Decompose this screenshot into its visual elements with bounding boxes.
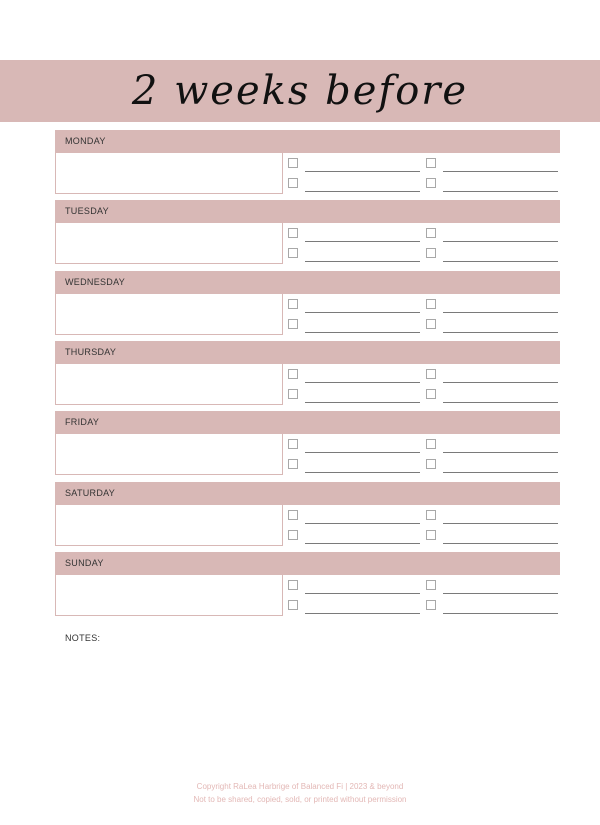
day-section [55, 482, 560, 548]
task-checkbox[interactable] [426, 369, 436, 379]
task-line[interactable] [443, 593, 558, 594]
task-item [288, 245, 428, 265]
day-header [55, 271, 560, 294]
task-checkbox[interactable] [288, 389, 298, 399]
task-item [426, 527, 566, 547]
task-checkbox[interactable] [288, 510, 298, 520]
task-line[interactable] [305, 543, 420, 544]
day-label: SUNDAY [65, 557, 104, 568]
task-item [288, 456, 428, 476]
task-checkbox[interactable] [288, 369, 298, 379]
task-item [288, 597, 428, 617]
task-line[interactable] [443, 332, 558, 333]
day-section [55, 552, 560, 618]
task-line[interactable] [305, 472, 420, 473]
day-notes-box[interactable] [55, 364, 283, 405]
day-label: FRIDAY [65, 417, 100, 428]
day-header [55, 411, 560, 434]
task-item [288, 577, 428, 597]
day-header [55, 552, 560, 575]
task-item [426, 175, 566, 195]
task-item [426, 225, 566, 245]
task-checkbox[interactable] [288, 178, 298, 188]
task-line[interactable] [305, 191, 420, 192]
task-checkbox[interactable] [288, 580, 298, 590]
day-header [55, 200, 560, 223]
task-checkbox[interactable] [426, 510, 436, 520]
task-checkbox[interactable] [426, 299, 436, 309]
task-line[interactable] [443, 241, 558, 242]
day-notes-box[interactable] [55, 153, 283, 194]
footer [0, 780, 600, 806]
day-label: MONDAY [65, 136, 106, 146]
task-line[interactable] [305, 402, 420, 403]
task-line[interactable] [443, 402, 558, 403]
task-item [426, 245, 566, 265]
task-checkbox[interactable] [426, 600, 436, 610]
task-line[interactable] [443, 523, 558, 524]
task-item [288, 225, 428, 245]
day-notes-box[interactable] [55, 434, 283, 475]
task-line[interactable] [305, 382, 420, 383]
day-notes-box[interactable] [55, 505, 283, 546]
day-section [55, 411, 560, 477]
day-section [55, 200, 560, 266]
task-line[interactable] [305, 523, 420, 524]
task-item [288, 296, 428, 316]
task-checkbox[interactable] [426, 459, 436, 469]
task-checkbox[interactable] [288, 158, 298, 168]
task-checkbox[interactable] [426, 580, 436, 590]
task-checkbox[interactable] [288, 248, 298, 258]
task-item [426, 507, 566, 527]
task-line[interactable] [305, 171, 420, 172]
task-checkbox[interactable] [288, 299, 298, 309]
day-header [55, 130, 560, 153]
task-line[interactable] [305, 332, 420, 333]
task-item [426, 577, 566, 597]
task-checkbox[interactable] [288, 319, 298, 329]
task-item [288, 175, 428, 195]
task-item [426, 386, 566, 406]
task-checkbox[interactable] [426, 319, 436, 329]
day-notes-box[interactable] [55, 575, 283, 616]
task-line[interactable] [443, 261, 558, 262]
task-item [426, 456, 566, 476]
task-checkbox[interactable] [426, 178, 436, 188]
notes-label: NOTES: [65, 633, 101, 643]
task-checkbox[interactable] [426, 158, 436, 168]
task-item [288, 366, 428, 386]
task-line[interactable] [305, 452, 420, 453]
day-notes-box[interactable] [55, 294, 283, 335]
task-checkbox[interactable] [288, 459, 298, 469]
day-label: SATURDAY [65, 487, 116, 498]
task-line[interactable] [443, 191, 558, 192]
title-banner [0, 60, 600, 122]
task-line[interactable] [305, 593, 420, 594]
task-checkbox[interactable] [426, 530, 436, 540]
task-checkbox[interactable] [426, 439, 436, 449]
task-line[interactable] [443, 613, 558, 614]
day-label: THURSDAY [65, 346, 117, 357]
day-section [55, 271, 560, 337]
task-item [288, 386, 428, 406]
task-line[interactable] [305, 241, 420, 242]
task-item [288, 436, 428, 456]
task-line[interactable] [305, 613, 420, 614]
page-title: 2 weeks before [131, 68, 469, 114]
task-line[interactable] [443, 382, 558, 383]
task-checkbox[interactable] [288, 600, 298, 610]
task-checkbox[interactable] [288, 530, 298, 540]
day-label: WEDNESDAY [65, 276, 126, 287]
task-checkbox[interactable] [426, 248, 436, 258]
task-line[interactable] [443, 171, 558, 172]
task-item [426, 296, 566, 316]
task-line[interactable] [443, 312, 558, 313]
task-line[interactable] [305, 312, 420, 313]
task-checkbox[interactable] [426, 389, 436, 399]
task-item [426, 155, 566, 175]
task-line[interactable] [443, 472, 558, 473]
task-line[interactable] [443, 452, 558, 453]
task-line[interactable] [305, 261, 420, 262]
task-line[interactable] [443, 543, 558, 544]
day-notes-box[interactable] [55, 223, 283, 264]
day-section [55, 341, 560, 407]
footer-copyright: Copyright RaLea Harbrige of Balanced Fi | 2023 & beyond [196, 782, 404, 791]
day-section [55, 130, 560, 196]
day-header [55, 341, 560, 364]
task-item [288, 155, 428, 175]
task-item [426, 597, 566, 617]
task-item [426, 366, 566, 386]
task-item [288, 316, 428, 336]
task-item [426, 316, 566, 336]
day-label: TUESDAY [65, 206, 109, 217]
footer-notice: Not to be shared, copied, sold, or printed without permission [193, 795, 407, 804]
task-item [426, 436, 566, 456]
task-checkbox[interactable] [426, 228, 436, 238]
task-item [288, 527, 428, 547]
task-item [288, 507, 428, 527]
day-header [55, 482, 560, 505]
task-checkbox[interactable] [288, 228, 298, 238]
task-checkbox[interactable] [288, 439, 298, 449]
